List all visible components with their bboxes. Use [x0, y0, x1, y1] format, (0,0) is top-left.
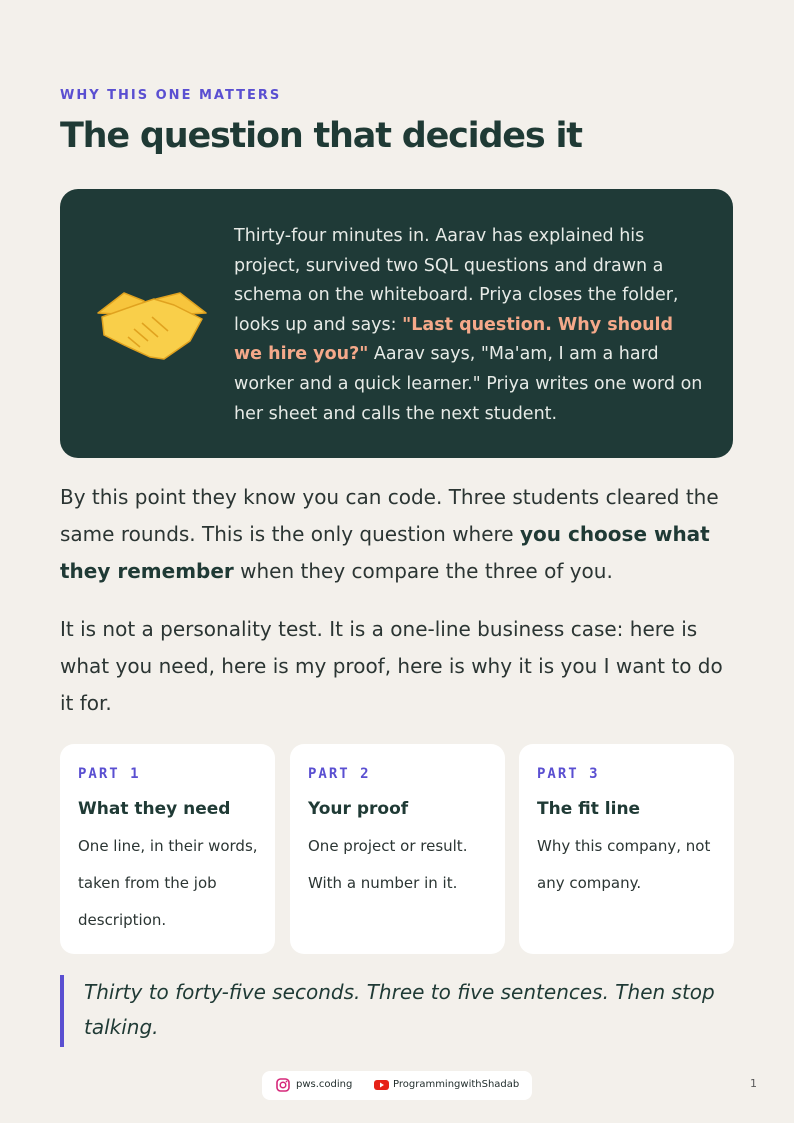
instagram-icon[interactable] [276, 1078, 290, 1092]
instagram-handle[interactable]: pws.coding [296, 1079, 353, 1090]
paragraph-context-emphasis: you choose what they remember [60, 522, 710, 583]
handshake-icon [94, 285, 210, 365]
pull-quote-text: Thirty to forty-five seconds. Three to five sentences. Then stop talking. [84, 980, 715, 1039]
part-body: One project or result. With a number in it. [308, 837, 468, 892]
paragraph-business-case: It is not a personality test. It is a one-line business case: here is what you need, here is my proof, here is why it is you I want to do it for. [60, 617, 723, 715]
pull-quote [60, 975, 737, 1047]
paragraph-context-intro: By this point they know you can code. Three students cleared the same rounds. This is the only question where [60, 485, 719, 546]
youtube-channel[interactable]: ProgrammingwithShadab [393, 1079, 520, 1090]
section-eyebrow: WHY THIS ONE MATTERS [60, 88, 282, 103]
page-title: The question that decides it [60, 116, 582, 156]
story-text [234, 222, 704, 429]
part-body: One line, in their words, taken from the job description. [78, 837, 258, 929]
part-card-3 [519, 744, 734, 954]
youtube-icon[interactable] [374, 1079, 389, 1091]
paragraph-context-outro: when they compare the three of you. [233, 559, 613, 583]
part-card-2 [290, 744, 505, 954]
part-label: PART 2 [308, 766, 371, 782]
part-label: PART 1 [78, 766, 141, 782]
part-title: The fit line [537, 799, 641, 819]
part-card-1 [60, 744, 275, 954]
footer-social-bar [262, 1071, 532, 1100]
story-text-intro: Thirty-four minutes in. Aarav has explained his project, survived two SQL questions and drawn a schema on the whiteboard. Priya closes the folder, looks up and says: [234, 226, 679, 335]
part-body: Why this company, not any company. [537, 837, 711, 892]
story-highlight: "Last question. Why should we hire you?" [234, 314, 674, 365]
page-number: 1 [750, 1077, 757, 1090]
paragraph-context [60, 479, 733, 590]
part-title: Your proof [308, 799, 409, 819]
part-label: PART 3 [537, 766, 600, 782]
part-title: What they need [78, 799, 231, 819]
story-callout [60, 189, 733, 458]
story-text-outro: Aarav says, "Ma'am, I am a hard worker and a quick learner." Priya writes one word on her sheet and calls the next student. [234, 344, 703, 424]
